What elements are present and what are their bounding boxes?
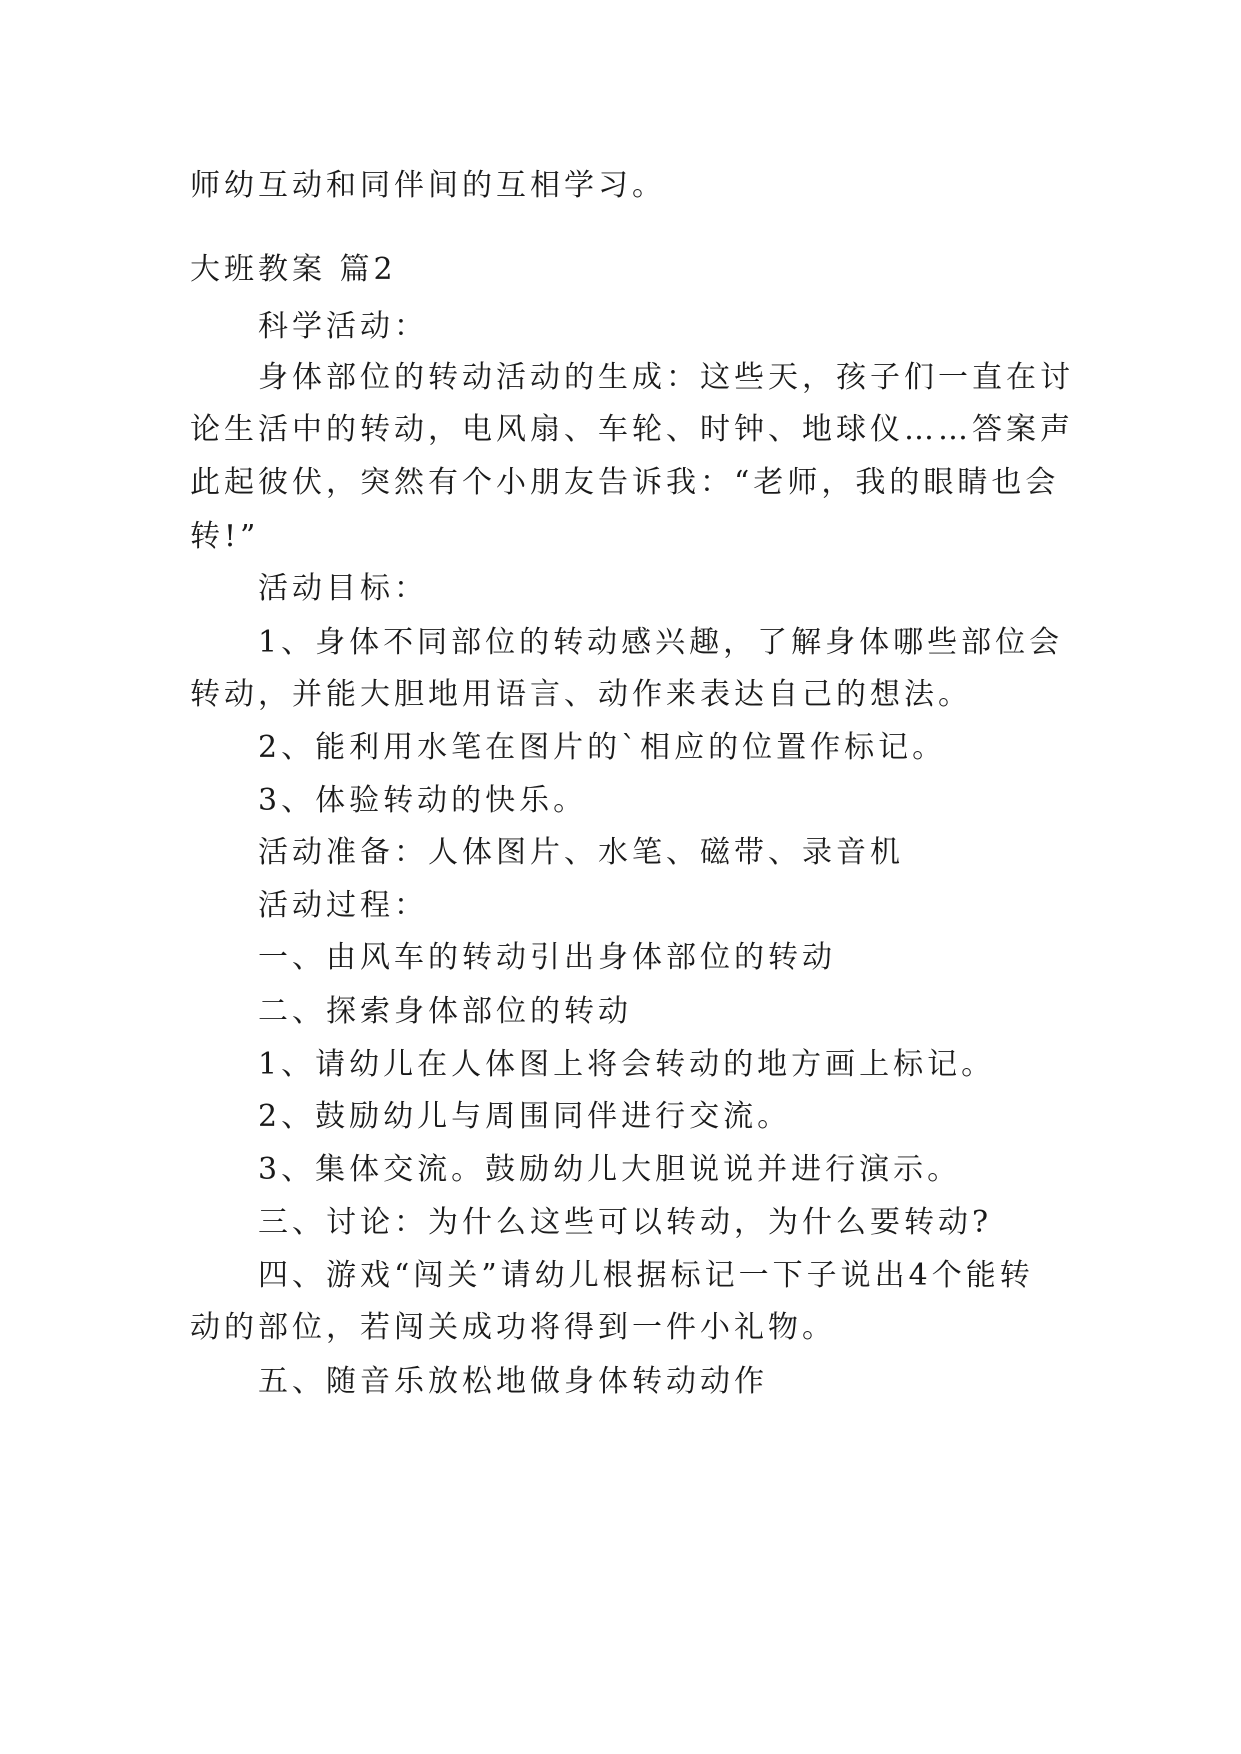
text-line: 3、体验转动的快乐。: [258, 783, 588, 818]
text-line: 此起彼伏，突然有个小朋友告诉我：“老师，我的眼睛也会: [190, 465, 1060, 500]
text-line: 师幼互动和同伴间的互相学习。: [190, 168, 666, 203]
text-line: 身体部位的转动活动的生成：这些天，孩子们一直在讨: [258, 360, 1074, 395]
text-line: 3、集体交流。鼓励幼儿大胆说说并进行演示。: [258, 1152, 962, 1187]
text-line: 二、探索身体部位的转动: [258, 994, 632, 1029]
text-line: 论生活中的转动，电风扇、车轮、时钟、地球仪……答案声: [190, 412, 1074, 447]
text-line: 转!”: [190, 519, 260, 554]
text-line: 2、鼓励幼儿与周围同伴进行交流。: [258, 1099, 792, 1134]
text-line: 动的部位，若闯关成功将得到一件小礼物。: [190, 1310, 836, 1345]
text-line: 四、游戏“闯关”请幼儿根据标记一下子说出4个能转: [258, 1258, 1034, 1293]
text-line: 2、能利用水笔在图片的`相应的位置作标记。: [258, 730, 947, 765]
text-line: 三、讨论：为什么这些可以转动，为什么要转动?: [258, 1205, 993, 1240]
text-line: 一、由风车的转动引出身体部位的转动: [258, 940, 836, 975]
text-line: 科学活动：: [258, 309, 428, 344]
text-line: 转动，并能大胆地用语言、动作来表达自己的想法。: [190, 677, 972, 712]
text-line: 活动过程：: [258, 888, 428, 923]
text-line: 1、请幼儿在人体图上将会转动的地方画上标记。: [258, 1047, 996, 1082]
text-line: 1、身体不同部位的转动感兴趣，了解身体哪些部位会: [258, 625, 1064, 660]
text-line: 五、随音乐放松地做身体转动动作: [258, 1364, 768, 1399]
section-heading: 大班教案 篇2: [190, 252, 397, 287]
text-line: 活动目标：: [258, 571, 428, 606]
text-line: 活动准备：人体图片、水笔、磁带、录音机: [258, 835, 904, 870]
